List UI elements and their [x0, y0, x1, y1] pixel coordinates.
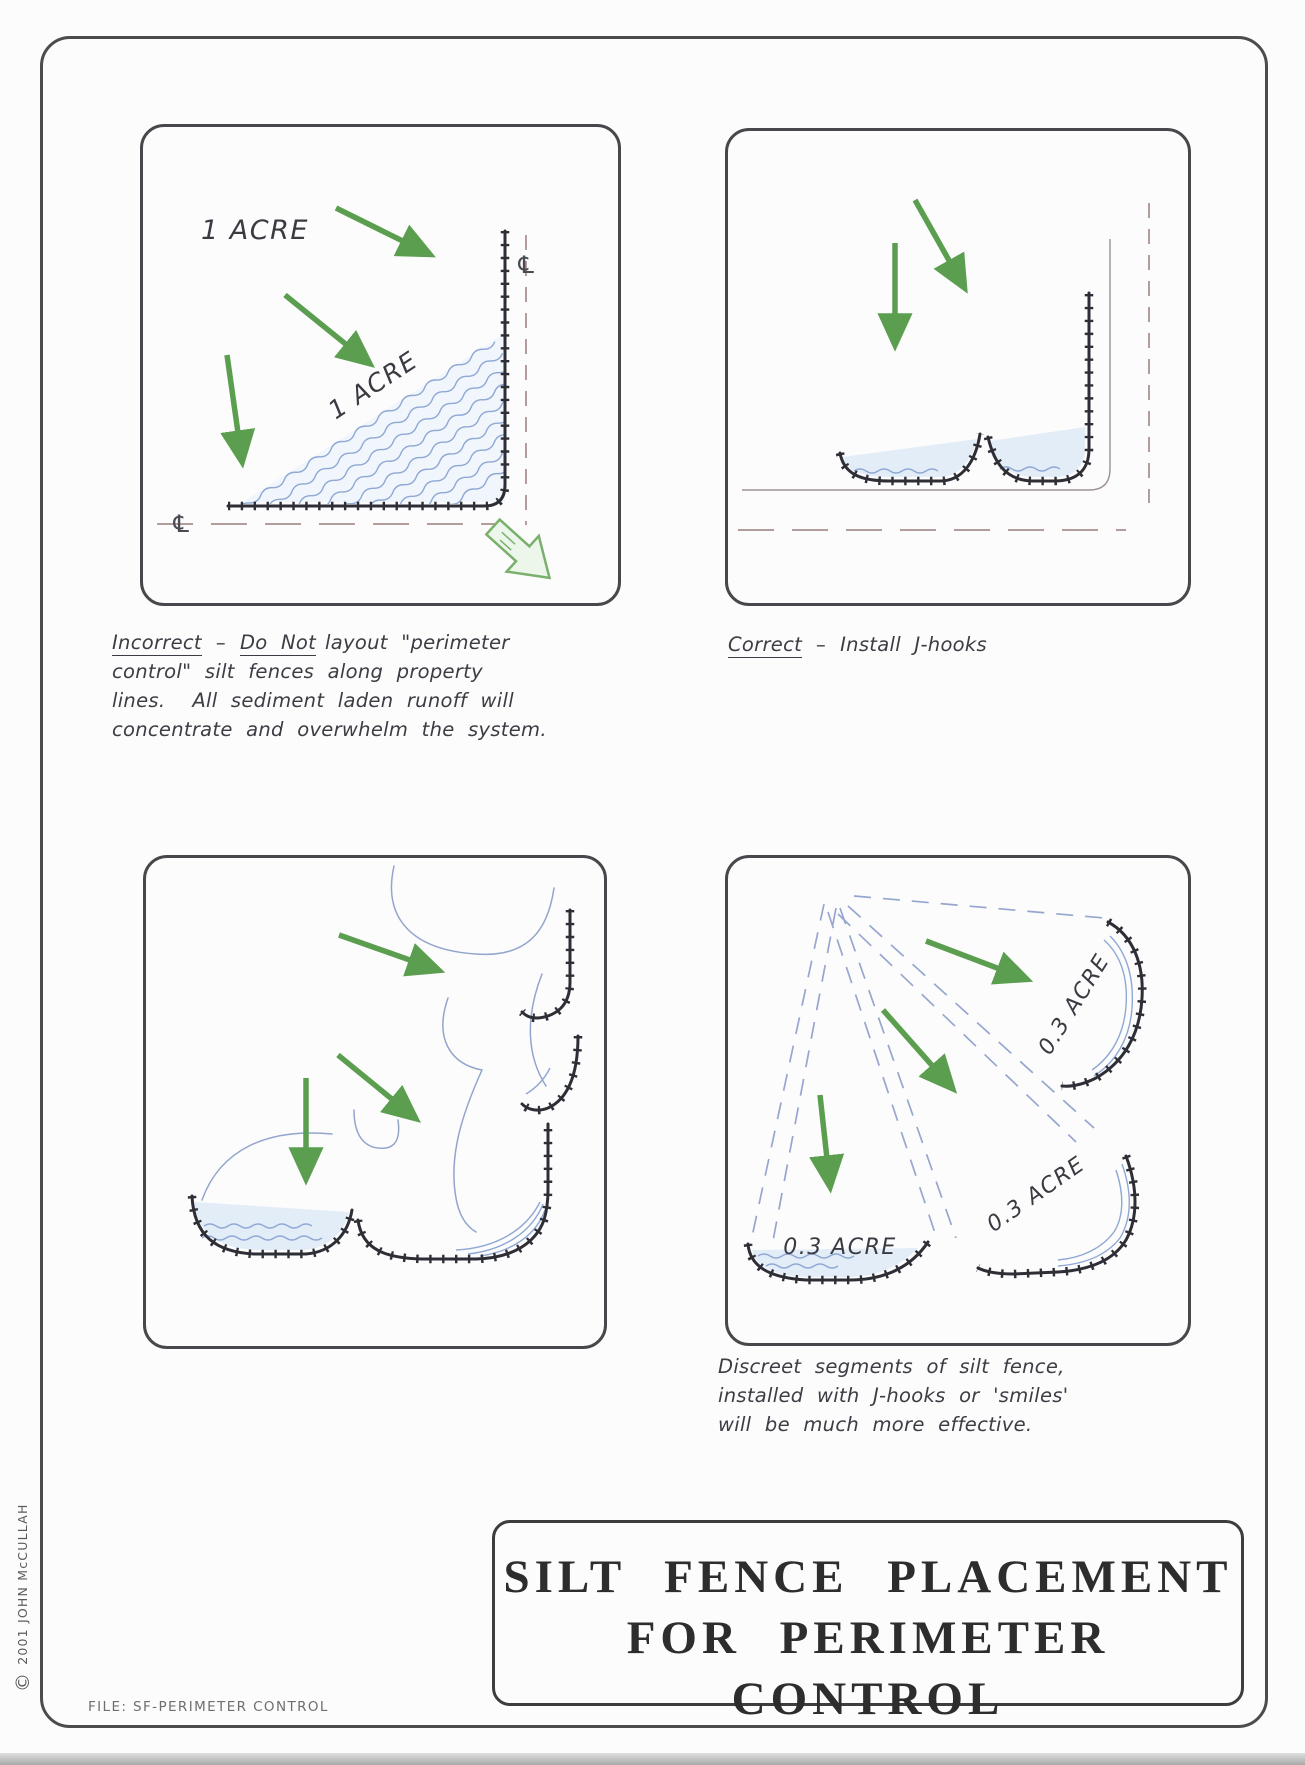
- acre-label: 0.3 ACRE: [982, 1151, 1090, 1238]
- caption-correct: [728, 630, 1188, 659]
- divide-line-dashed: [772, 908, 836, 1246]
- caption-incorrect: [112, 628, 652, 744]
- contour-line: [354, 1110, 399, 1148]
- caption-line: [112, 628, 652, 657]
- caption-dash: –: [215, 631, 226, 654]
- caption-emphasis: Do Not: [239, 631, 317, 654]
- acre-label: 0.3 ACRE: [1033, 949, 1116, 1060]
- acre-label-slope: 1 ACRE: [323, 345, 423, 425]
- runoff-arrow-icon: [285, 295, 369, 363]
- caption-text: Install J-hooks: [840, 633, 987, 656]
- contour-lines: [202, 866, 554, 1232]
- file-reference-label: FILE: SF-PERIMETER CONTROL: [88, 1699, 329, 1715]
- sheet-title-line1: SILT FENCE PLACEMENT: [503, 1551, 1233, 1603]
- runoff-arrow-icon: [915, 200, 964, 287]
- acre-label: 0.3 ACRE: [783, 1235, 897, 1260]
- silt-fence-ticks: [358, 1124, 548, 1259]
- acre-label-top: 1 ACRE: [201, 215, 309, 246]
- silt-fence-ticks: [522, 910, 570, 1018]
- panel-incorrect-layout: [140, 124, 621, 606]
- caption-text: layout "perimeter: [325, 631, 510, 654]
- panel-discreet-segments: [725, 855, 1191, 1346]
- divide-line-dashed: [854, 896, 1104, 918]
- caption-line: [728, 630, 1188, 659]
- copyright-icon: ©: [12, 1671, 34, 1692]
- caption-line: concentrate and overwhelm the system.: [112, 718, 547, 741]
- silt-fence-line: [522, 1036, 578, 1110]
- divide-line-dashed: [750, 904, 824, 1246]
- title-block: [492, 1520, 1244, 1725]
- silt-fence-line: [522, 910, 570, 1018]
- sediment-shading: [842, 439, 977, 477]
- caption-term: Incorrect: [112, 631, 202, 654]
- caption-term: Correct: [728, 633, 803, 656]
- divide-line-dashed: [838, 914, 1076, 1142]
- failure-outflow-arrow-icon: [477, 509, 566, 596]
- caption-line: control" silt fences along property: [112, 660, 483, 683]
- runoff-arrow-icon: [883, 1010, 952, 1088]
- centerline-symbol: ℄: [170, 510, 192, 538]
- caption-dash: –: [816, 633, 827, 656]
- panel-correct-jhooks: [725, 128, 1191, 606]
- contour-line: [443, 998, 482, 1232]
- centerline-symbol: ℄: [515, 251, 537, 279]
- panel-contour-segments: [143, 855, 607, 1349]
- contour-line: [392, 866, 554, 954]
- contour-line: [530, 974, 546, 1086]
- runoff-arrow-icon: [926, 941, 1026, 979]
- caption-line: will be much more effective.: [718, 1413, 1033, 1436]
- copyright-text: 2001 JOHN McCULLAH: [15, 1503, 30, 1665]
- contour-line: [202, 1133, 332, 1200]
- caption-discreet-segments: [718, 1352, 1218, 1439]
- caption-line: lines. All sediment laden runoff will: [112, 689, 514, 712]
- caption-line: installed with J-hooks or 'smiles': [718, 1384, 1069, 1407]
- runoff-arrow-icon: [820, 1095, 830, 1186]
- copyright-note: [12, 1503, 34, 1692]
- silt-fence-ticks: [522, 1036, 578, 1110]
- runoff-arrow-icon: [336, 208, 429, 254]
- silt-fence-line: [358, 1124, 548, 1259]
- divide-line-dashed: [828, 912, 936, 1236]
- runoff-arrow-icon: [338, 1055, 415, 1118]
- sheet-title-line2: FOR PERIMETER CONTROL: [626, 1612, 1110, 1725]
- scan-edge-artifact: [0, 1753, 1305, 1765]
- caption-line: Discreet segments of silt fence,: [718, 1355, 1065, 1378]
- runoff-arrow-icon: [227, 355, 242, 461]
